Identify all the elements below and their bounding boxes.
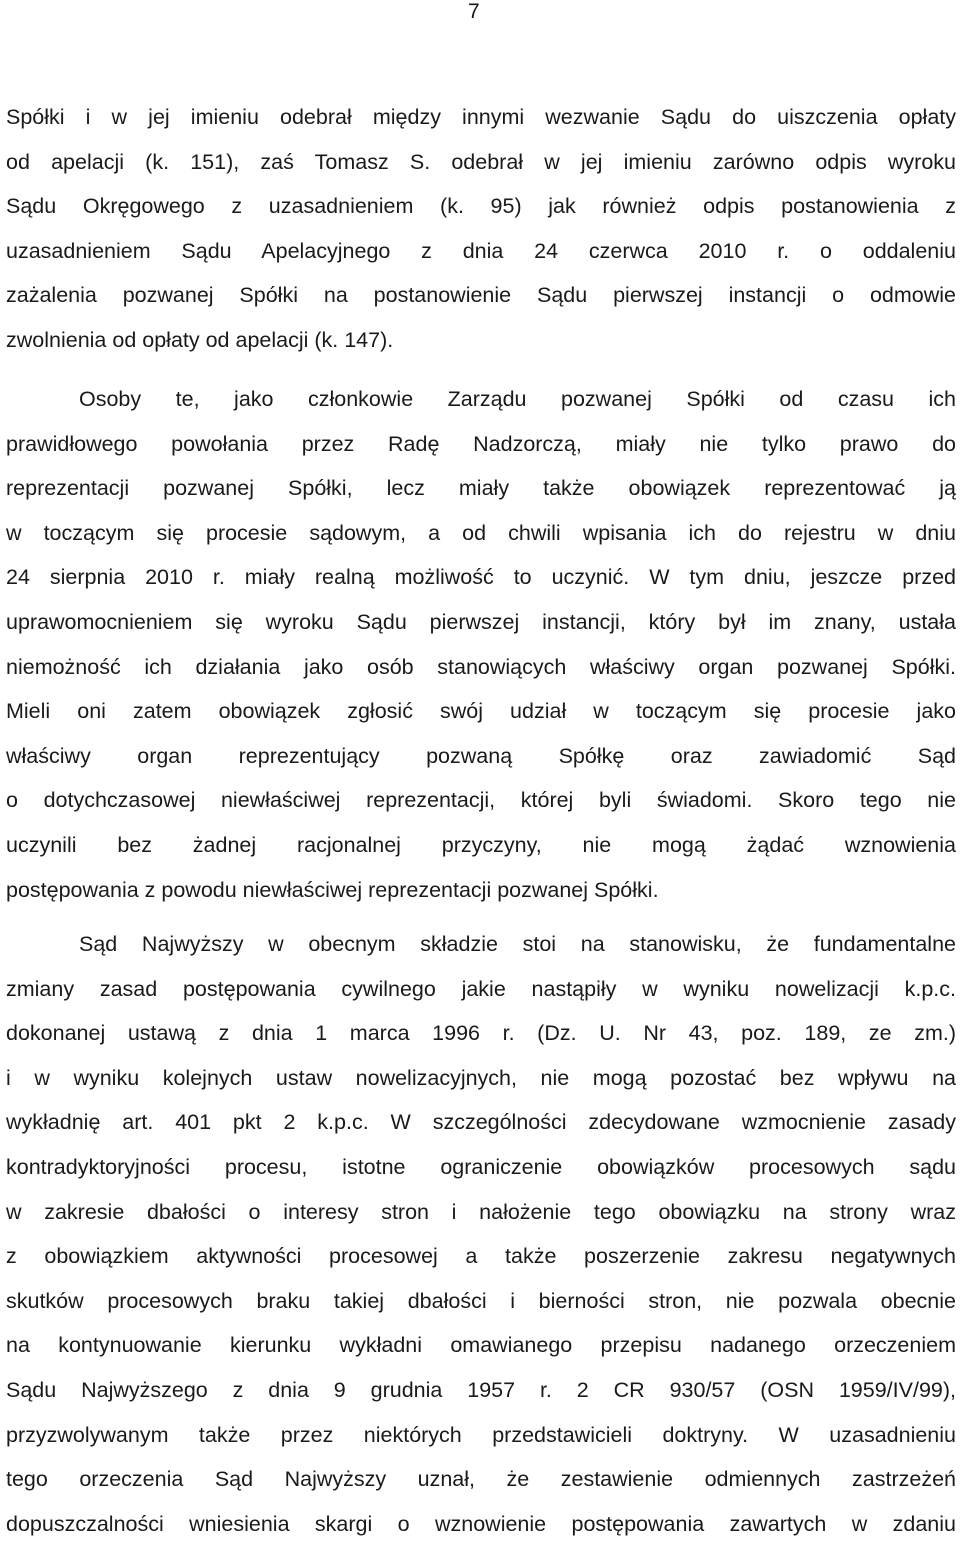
text-line: Sądu Okręgowego z uzasadnieniem (k. 95) jak również odpis postanowienia z: [6, 194, 956, 219]
text-line: uprawomocnieniem się wyroku Sądu pierwszej instancji, który był im znany, ustała: [6, 609, 956, 634]
text-line: w zakresie dbałości o interesy stron i nałożenie tego obowiązku na strony wraz: [6, 1199, 956, 1224]
paragraph-2: [6, 377, 956, 912]
text-line: dokonanej ustawą z dnia 1 marca 1996 r. (Dz. U. Nr 43, poz. 189, ze zm.): [6, 1021, 956, 1046]
text-line: niemożność ich działania jako osób stanowiących właściwy organ pozwanej Spółki.: [6, 654, 956, 679]
text-line: tego orzeczenia Sąd Najwyższy uznał, że zestawienie odmiennych zastrzeżeń: [6, 1467, 956, 1492]
text-line: uzasadnieniem Sądu Apelacyjnego z dnia 24 czerwca 2010 r. o oddaleniu: [6, 238, 956, 263]
text-line: postępowania z powodu niewłaściwej reprezentacji pozwanej Spółki.: [6, 877, 659, 902]
text-line: dopuszczalności wniesienia skargi o wznowienie postępowania zawartych w zdaniu: [6, 1511, 956, 1536]
text-line: Sąd Najwyższy w obecnym składzie stoi na stanowisku, że fundamentalne: [79, 932, 956, 956]
text-line: Sądu Najwyższego z dnia 9 grudnia 1957 r. 2 CR 930/57 (OSN 1959/IV/99),: [6, 1377, 956, 1402]
text-line: uczynili bez żadnej racjonalnej przyczyny, nie mogą żądać wznowienia: [6, 832, 956, 857]
text-line: kontradyktoryjności procesu, istotne ograniczenie obowiązków procesowych sądu: [6, 1154, 956, 1179]
text-line: wykładnię art. 401 pkt 2 k.p.c. W szczególności zdecydowane wzmocnienie zasady: [6, 1110, 956, 1135]
text-line: od apelacji (k. 151), zaś Tomasz S. odebrał w jej imieniu zarówno odpis wyroku: [6, 149, 956, 174]
text-line: Spółki i w jej imieniu odebrał między innymi wezwanie Sądu do uiszczenia opłaty: [6, 105, 956, 129]
text-line: na kontynuowanie kierunku wykładni omawianego przepisu nadanego orzeczeniem: [6, 1333, 956, 1358]
text-line: 24 sierpnia 2010 r. miały realną możliwość to uczynić. W tym dniu, jeszcze przed: [6, 565, 956, 590]
text-line: Osoby te, jako członkowie Zarządu pozwanej Spółki od czasu ich: [79, 387, 956, 411]
text-line: zwolnienia od opłaty od apelacji (k. 147).: [6, 327, 394, 352]
text-line: skutków procesowych braku takiej dbałości i bierności stron, nie pozwala obecnie: [6, 1288, 956, 1313]
text-line: w toczącym się procesie sądowym, a od chwili wpisania ich do rejestru w dniu: [6, 520, 956, 545]
text-line: reprezentacji pozwanej Spółki, lecz miały także obowiązek reprezentować ją: [6, 476, 956, 501]
text-line: i w wyniku kolejnych ustaw nowelizacyjnych, nie mogą pozostać bez wpływu na: [6, 1065, 956, 1090]
text-line: prawidłowego powołania przez Radę Nadzorczą, miały nie tylko prawo do: [6, 431, 956, 456]
text-line: właściwy organ reprezentujący pozwaną Spółkę oraz zawiadomić Sąd: [6, 743, 956, 768]
paragraph-1: [6, 95, 956, 363]
text-line: przyzwolywanym także przez niektórych przedstawicieli doktryny. W uzasadnieniu: [6, 1422, 956, 1447]
text-line: o dotychczasowej niewłaściwej reprezentacji, której byli świadomi. Skoro tego nie: [6, 788, 956, 813]
text-line: zażalenia pozwanej Spółki na postanowienie Sądu pierwszej instancji o odmowie: [6, 283, 956, 308]
text-line: z obowiązkiem aktywności procesowej a także poszerzenie zakresu negatywnych: [6, 1244, 956, 1269]
text-line: zmiany zasad postępowania cywilnego jakie nastąpiły w wyniku nowelizacji k.p.c.: [6, 976, 956, 1001]
paragraph-3: [6, 922, 956, 1546]
page-number: 7: [468, 0, 480, 23]
text-line: Mieli oni zatem obowiązek zgłosić swój udział w toczącym się procesie jako: [6, 699, 956, 724]
